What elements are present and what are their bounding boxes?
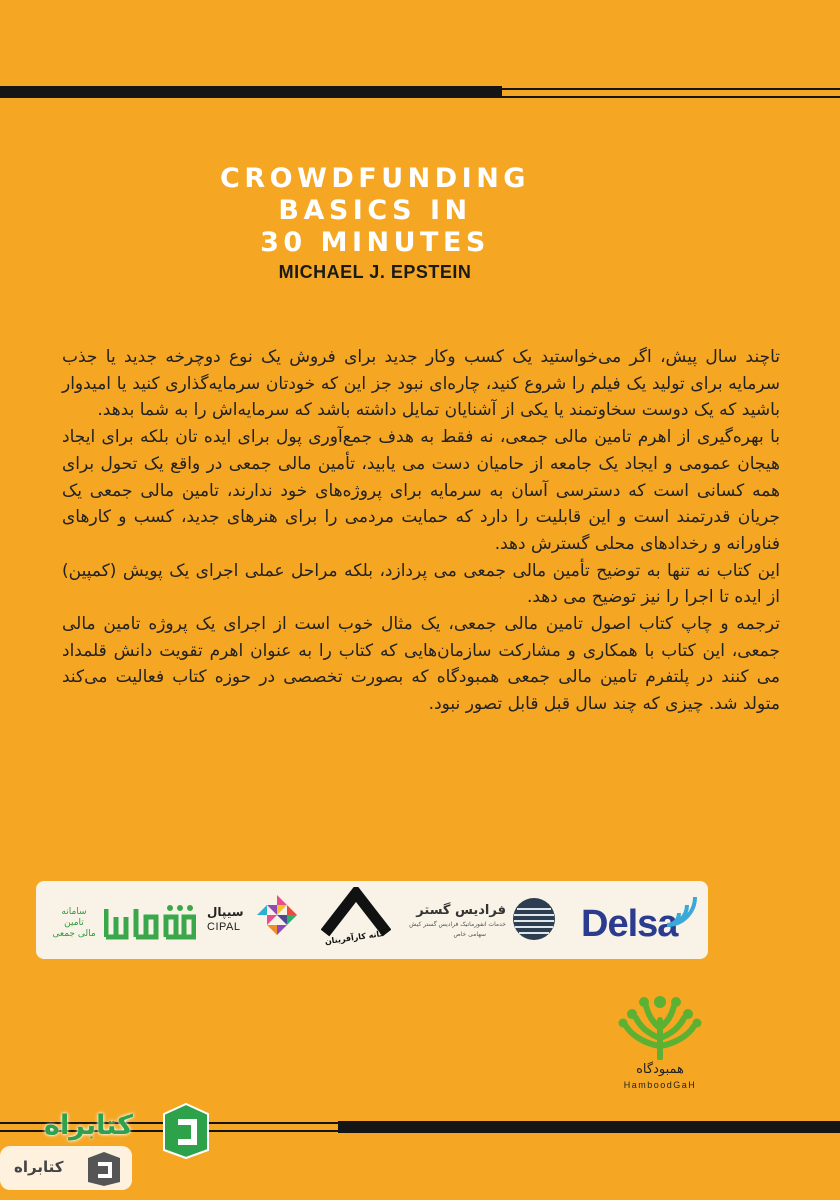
blurb-paragraph: ترجمه و چاپ کتاب اصول تامین مالی جمعی، یک مثال خوب است از اجرای یک پروژه تامین مالی جمعی، این کتاب با همکاری و مشارکت سازمان‌هایی که کتاب را به عنوان اهرم تقویت دانش قلمداد می کنند در پلتفرم تامین مالی جمعی همبودگاه که بصورت تخصصی در حوزه کتاب فعالیت می‌کند متولد شد. چیزی که چند سال قبل قابل تصور نبود. [62, 614, 780, 715]
faradis-subtitle: سهامی خاص [453, 931, 486, 938]
globe-icon [511, 896, 557, 942]
delsa-logo [581, 881, 696, 959]
delsa-wordmark: Delsa [581, 903, 678, 945]
ramsheh-caption-line: تامین [64, 918, 84, 928]
tree-people-icon [618, 990, 702, 1060]
khaneh-label: خانه کارآفرینان [324, 928, 386, 947]
ramsheh-logo [46, 881, 196, 959]
sponsor-logos-strip [36, 881, 708, 959]
book-title [190, 163, 560, 259]
cipal-logo [201, 881, 301, 959]
title-line: BASICS IN [278, 195, 472, 226]
ramsheh-caption-line: سامانه [61, 907, 87, 917]
top-border-thin [502, 96, 840, 98]
ketabrah-logo-icon [160, 1100, 212, 1160]
blurb-paragraph: این کتاب نه تنها به توضیح تأمین مالی جمعی می پردازد، بلکه مراحل عملی اجرای یک پویش (کمپین) از ایده تا اجرا را نیز توضیح می دهد. [62, 560, 780, 608]
blurb-paragraph: با بهره‌گیری از اهرم تامین مالی جمعی، نه فقط به هدف جمع‌آوری پول برای ایده تان بلکه برای ایجاد هیجان عمومی و ایجاد یک جامعه از حامیان دست می یابید، تأمین مالی جمعی در واقع یک تحول برای همه کسانی است که دسترسی آسان به سرمایه برای پروژه‌های خود ندارند، تامین مالی جمعی یک جریان قدرتمند است و این قابلیت را دارد که حمایت مردمی را برای هنرهای جدید، کسب و کارهای فناورانه و رخدادهای محلی گسترش دهد. [62, 427, 780, 554]
blurb-text [62, 344, 780, 718]
blurb-paragraph: تاچند سال پیش، اگر می‌خواستید یک کسب وکار جدید برای فروش یک نوع دوچرخه جدید یا جذب سرمایه برای تولید یک فیلم را شروع کنید، چاره‌ای نبود جز این که خودتان سرمایه‌گذاری کنید یا امیدوار باشید که یک دوست سخاوتمند یا یکی از آشنایان تمایل داشته باشد که سرمایه‌اش را به شما بدهد. [62, 347, 780, 421]
faradis-name: فرادیس گستر [416, 903, 506, 918]
faradis-subtitle: خدمات انفورماتیک فرادیس گستر کیش [409, 921, 506, 928]
cipal-name-en: CIPAL [207, 921, 241, 933]
faradis-gostar-logo [411, 881, 561, 959]
ketabrah-watermark [0, 1100, 215, 1195]
triangle-mosaic-icon [257, 895, 297, 939]
ramsheh-wordmark-icon [104, 903, 196, 941]
ramsheh-caption [48, 907, 100, 940]
ketabrah-small-logo-icon [84, 1150, 124, 1188]
bottom-border-thick [338, 1121, 840, 1133]
watermark-text: کتابراه [44, 1110, 133, 1141]
ramsheh-caption-line: مالی جمعی [52, 929, 96, 939]
wifi-waves-icon [663, 895, 697, 929]
top-border-thin [502, 88, 840, 90]
cipal-name-fa: سیپال [207, 905, 244, 919]
khaneh-karafarinan-logo [311, 881, 401, 959]
author-name: MICHAEL J. EPSTEIN [278, 262, 472, 282]
top-border-thick [0, 86, 502, 98]
watermark-text-small: کتابراه [14, 1158, 64, 1176]
publisher-name-en: HamboodGaH [623, 1080, 697, 1090]
title-line: 30 MINUTES [260, 227, 490, 258]
title-line: CROWDFUNDING [220, 163, 530, 194]
hamboodgah-publisher-logo [600, 990, 720, 1100]
publisher-name-fa: همبودگاه [636, 1062, 684, 1077]
